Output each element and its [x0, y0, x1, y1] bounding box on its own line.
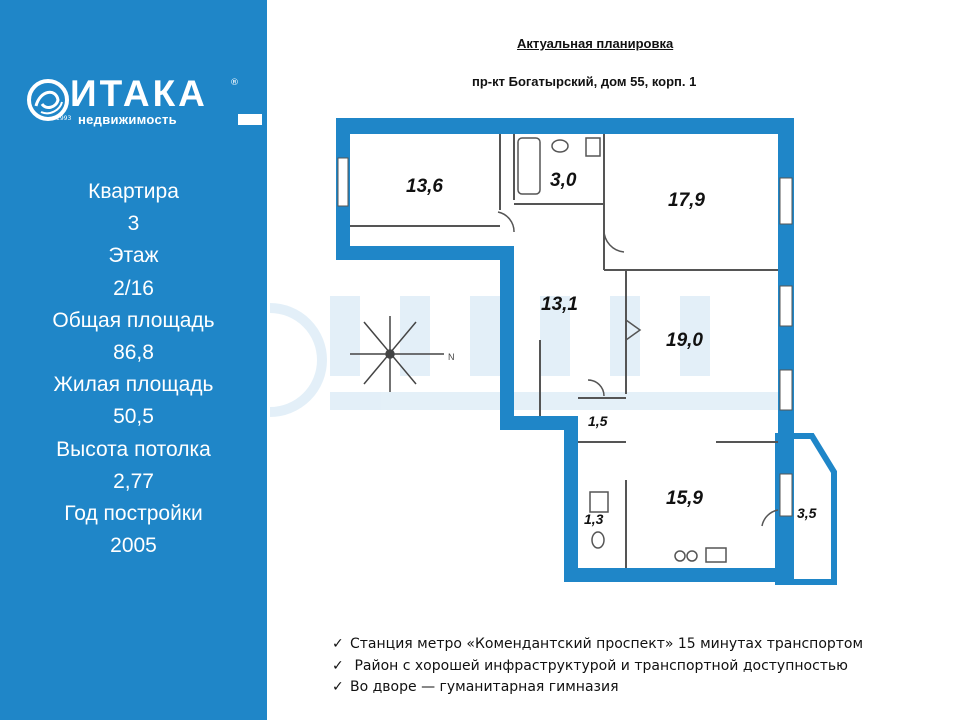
feature-text: Станция метро «Комендантский проспект» 15 минутах транспортом — [350, 636, 864, 652]
plan-address: пр-кт Богатырский, дом 55, корп. 1 — [472, 74, 697, 89]
compass-north-label: N — [448, 352, 455, 362]
info-label-apartment: Квартира — [88, 180, 179, 203]
info-label-ceiling-height: Высота потолка — [56, 437, 211, 461]
info-label-build-year: Год постройки — [64, 502, 203, 526]
logo-subtitle: недвижимость — [78, 112, 177, 127]
checkmark-icon: ✓ — [332, 657, 344, 674]
floor-plan — [270, 100, 850, 600]
itaka-logo — [26, 73, 239, 128]
info-value-total-area: 86,8 — [113, 341, 154, 365]
logo-name: ИТАКА — [70, 73, 208, 114]
info-value-floor: 2/16 — [113, 276, 154, 300]
checkmark-icon: ✓ — [332, 636, 344, 652]
info-value-ceiling-height: 2,77 — [113, 469, 154, 493]
info-value-apartment: 3 — [127, 212, 140, 236]
logo-subtitle-bar — [238, 114, 262, 125]
info-value-living-area: 50,5 — [113, 405, 154, 429]
info-label-total-area: Общая площадь — [52, 308, 215, 332]
feature-item — [332, 677, 863, 699]
feature-text: Во дворе — гуманитарная гимназия — [350, 679, 619, 695]
room-area-1-3: 1,3 — [584, 511, 604, 527]
sidebar — [0, 0, 267, 720]
logo-registered-mark: ® — [230, 78, 239, 88]
info-value-build-year: 2005 — [110, 534, 157, 558]
feature-text: Район с хорошей инфраструктурой и транспортной доступностью — [350, 657, 848, 674]
room-area-1-5: 1,5 — [588, 413, 608, 429]
info-label-living-area: Жилая площадь — [53, 373, 214, 397]
room-area-17-9: 17,9 — [668, 190, 705, 211]
room-area-15-9: 15,9 — [666, 488, 703, 509]
feature-item — [332, 634, 863, 656]
plan-watermark — [270, 296, 780, 412]
room-area-3-5: 3,5 — [797, 505, 817, 521]
apartment-info — [0, 176, 267, 562]
room-area-19-0: 19,0 — [666, 330, 703, 351]
plan-title: Актуальная планировка — [517, 36, 674, 51]
room-area-13-1: 13,1 — [541, 294, 578, 315]
room-area-3-0: 3,0 — [550, 170, 577, 191]
feature-item — [332, 656, 863, 678]
room-area-13-6: 13,6 — [406, 176, 443, 197]
features-list — [332, 634, 863, 699]
logo-year: 1993 — [56, 115, 72, 122]
checkmark-icon: ✓ — [332, 679, 344, 695]
info-label-floor: Этаж — [108, 244, 159, 268]
